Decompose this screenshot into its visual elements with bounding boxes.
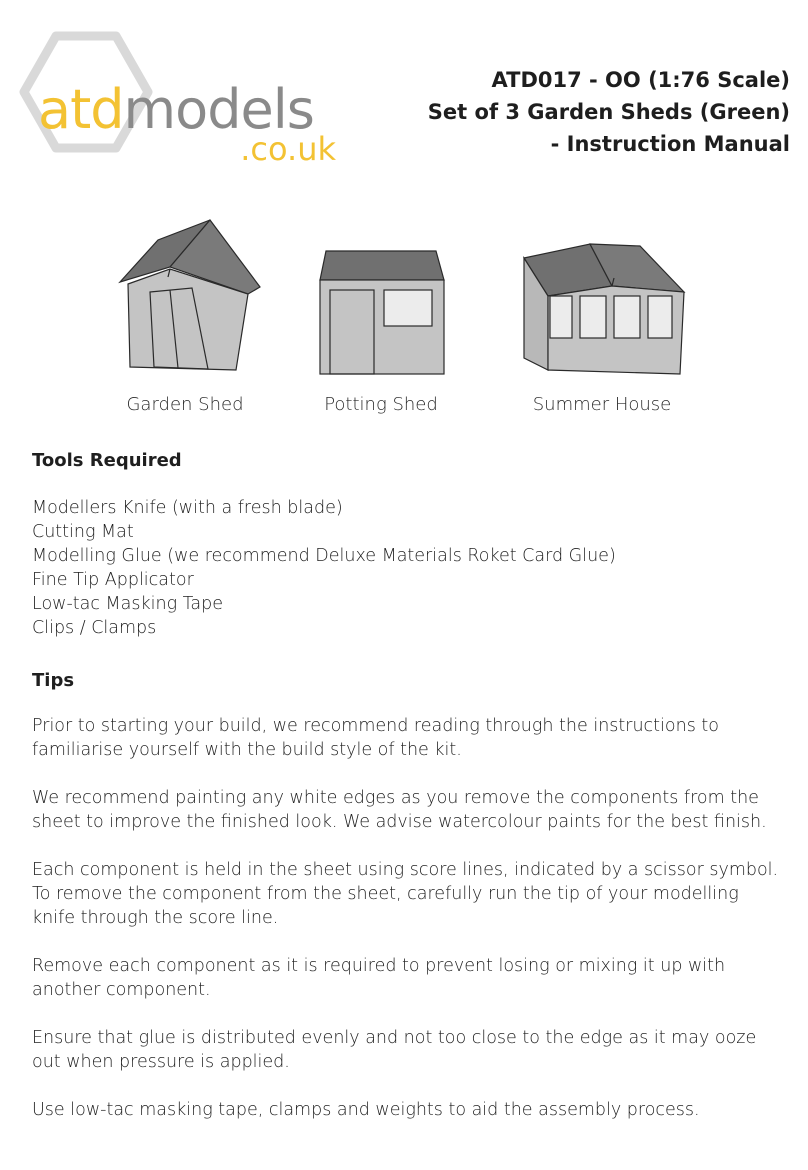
tool-item: Fine Tip Applicator (32, 570, 194, 590)
summer-house-illustration (520, 240, 690, 375)
logo-text-atd: atd (38, 78, 124, 141)
tip-paragraph: Each component is held in the sheet using score lines, indicated by a scissor symbol. To remove the component from the sheet, carefully run the tip of your modelling knife through the score line. (32, 860, 779, 928)
potting-shed-illustration (318, 250, 448, 375)
summer-house-window-4 (648, 296, 672, 338)
summer-house-window-1 (550, 296, 572, 338)
tool-item: Clips / Clamps (32, 618, 157, 638)
summer-house-window-2 (580, 296, 606, 338)
tips-heading: Tips (32, 670, 75, 691)
tool-item: Modellers Knife (with a fresh blade) (32, 498, 343, 518)
tip-paragraph: Ensure that glue is distributed evenly and not too close to the edge as it may ooze out when pressure is applied. (32, 1028, 757, 1072)
tool-item: Cutting Mat (32, 522, 134, 542)
potting-shed-window (384, 290, 432, 326)
logo-domain: .co.uk (240, 130, 336, 168)
summer-house-window-3 (614, 296, 640, 338)
title-line-2: Set of 3 Garden Sheds (Green) (427, 100, 790, 124)
document-title (428, 64, 790, 160)
garden-shed-illustration (110, 212, 270, 377)
tips-list (32, 714, 784, 1122)
tip-paragraph: Remove each component as it is required to prevent losing or mixing it up with another component. (32, 956, 726, 1000)
title-line-3: - Instruction Manual (550, 132, 790, 156)
title-line-1: ATD017 - OO (1:76 Scale) (491, 68, 790, 92)
tools-list (32, 496, 784, 640)
shed-label-potting-shed: Potting Shed (324, 394, 438, 415)
shed-label-garden-shed: Garden Shed (126, 394, 244, 415)
tip-paragraph: Use low-tac masking tape, clamps and weights to aid the assembly process. (32, 1100, 700, 1120)
tip-paragraph: Prior to starting your build, we recommend reading through the instructions to familiarise yourself with the build style of the kit. (32, 716, 719, 760)
logo-text-models: models (123, 78, 314, 141)
shed-label-summer-house: Summer House (532, 394, 672, 415)
tip-paragraph: We recommend painting any white edges as you remove the components from the sheet to improve the finished look. We advise watercolour paints for the best finish. (32, 788, 767, 832)
tool-item: Modelling Glue (we recommend Deluxe Materials Roket Card Glue) (32, 546, 616, 566)
tools-heading: Tools Required (32, 450, 182, 471)
atd-models-logo (18, 30, 348, 175)
tool-item: Low-tac Masking Tape (32, 594, 224, 614)
instructions-content (32, 448, 784, 1146)
